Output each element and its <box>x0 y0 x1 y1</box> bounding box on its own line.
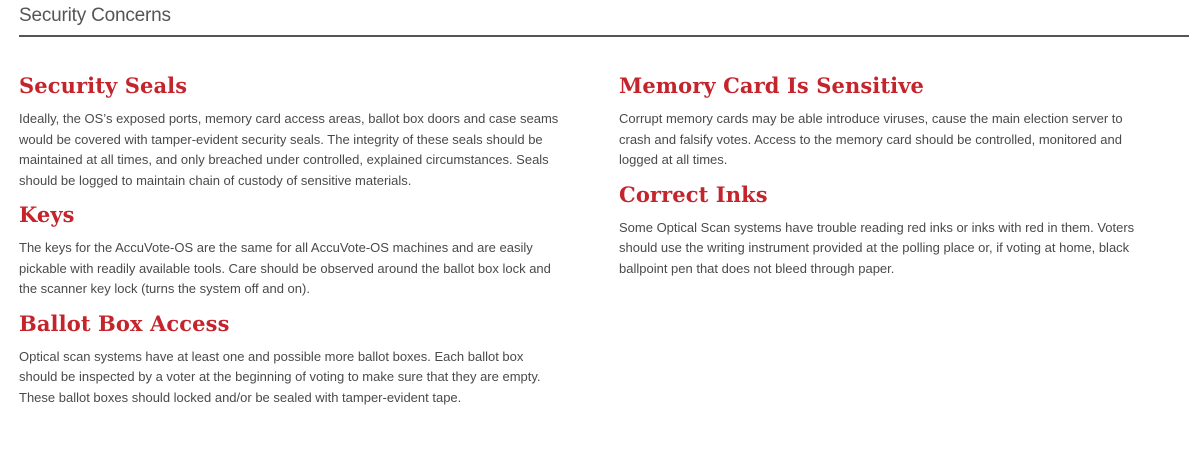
correct-inks-heading: Correct Inks <box>619 181 768 207</box>
text-line: Corrupt memory cards may be able introduce viruses, cause the main election server to <box>619 111 1123 126</box>
ballot-box-access-text <box>19 347 599 409</box>
text-line: should use the writing instrument provided at the polling place or, if voting at home, black <box>619 240 1130 255</box>
ballot-box-access-heading: Ballot Box Access <box>19 310 230 336</box>
keys-block <box>19 201 599 300</box>
left-column <box>19 72 599 418</box>
memory-card-block <box>619 72 1179 171</box>
section-header <box>19 0 1189 37</box>
text-line: The keys for the AccuVote-OS are the same for all AccuVote-OS machines and are easily <box>19 240 533 255</box>
security-seals-block <box>19 72 599 191</box>
text-line: logged at all times. <box>619 152 728 167</box>
text-line: ballpoint pen that does not bleed through paper. <box>619 260 895 276</box>
correct-inks-block <box>619 181 1179 280</box>
text-line: the scanner key lock (turns the system off and on). <box>19 281 310 296</box>
text-line: crash and falsify votes. Access to the memory card should be controlled, monitored and <box>619 131 1122 147</box>
correct-inks-text <box>619 218 1179 280</box>
text-line: Some Optical Scan systems have trouble reading red inks or inks with red in them. Voters <box>619 219 1135 235</box>
text-line: would be covered with tamper-evident security seals. The integrity of these seals should be <box>19 131 543 147</box>
section-title: Security Concerns <box>19 5 171 26</box>
text-line: should be logged to maintain chain of custody of sensitive materials. <box>19 172 412 188</box>
text-line: Optical scan systems have at least one and possible more ballot boxes. Each ballot box <box>19 348 524 364</box>
keys-text <box>19 238 599 300</box>
text-line: Ideally, the OS’s exposed ports, memory card access areas, ballot box doors and case seams <box>19 111 559 126</box>
security-seals-heading: Security Seals <box>19 73 188 98</box>
memory-card-text <box>619 109 1179 171</box>
memory-card-heading: Memory Card Is Sensitive <box>619 73 924 98</box>
text-line: pickable with readily available tools. Care should be observed around the ballot box lock and <box>19 260 551 276</box>
keys-heading: Keys <box>19 202 75 227</box>
text-line: maintained at all times, and only breached under controlled, explained circumstances. Seals <box>19 152 549 167</box>
security-seals-text <box>19 109 599 191</box>
text-line: should be inspected by a voter at the beginning of voting to make sure that they are empty. <box>19 369 541 384</box>
ballot-box-access-block <box>19 310 599 409</box>
right-column <box>619 72 1179 289</box>
text-line: These ballot boxes should locked and/or be sealed with tamper-evident tape. <box>19 389 462 405</box>
